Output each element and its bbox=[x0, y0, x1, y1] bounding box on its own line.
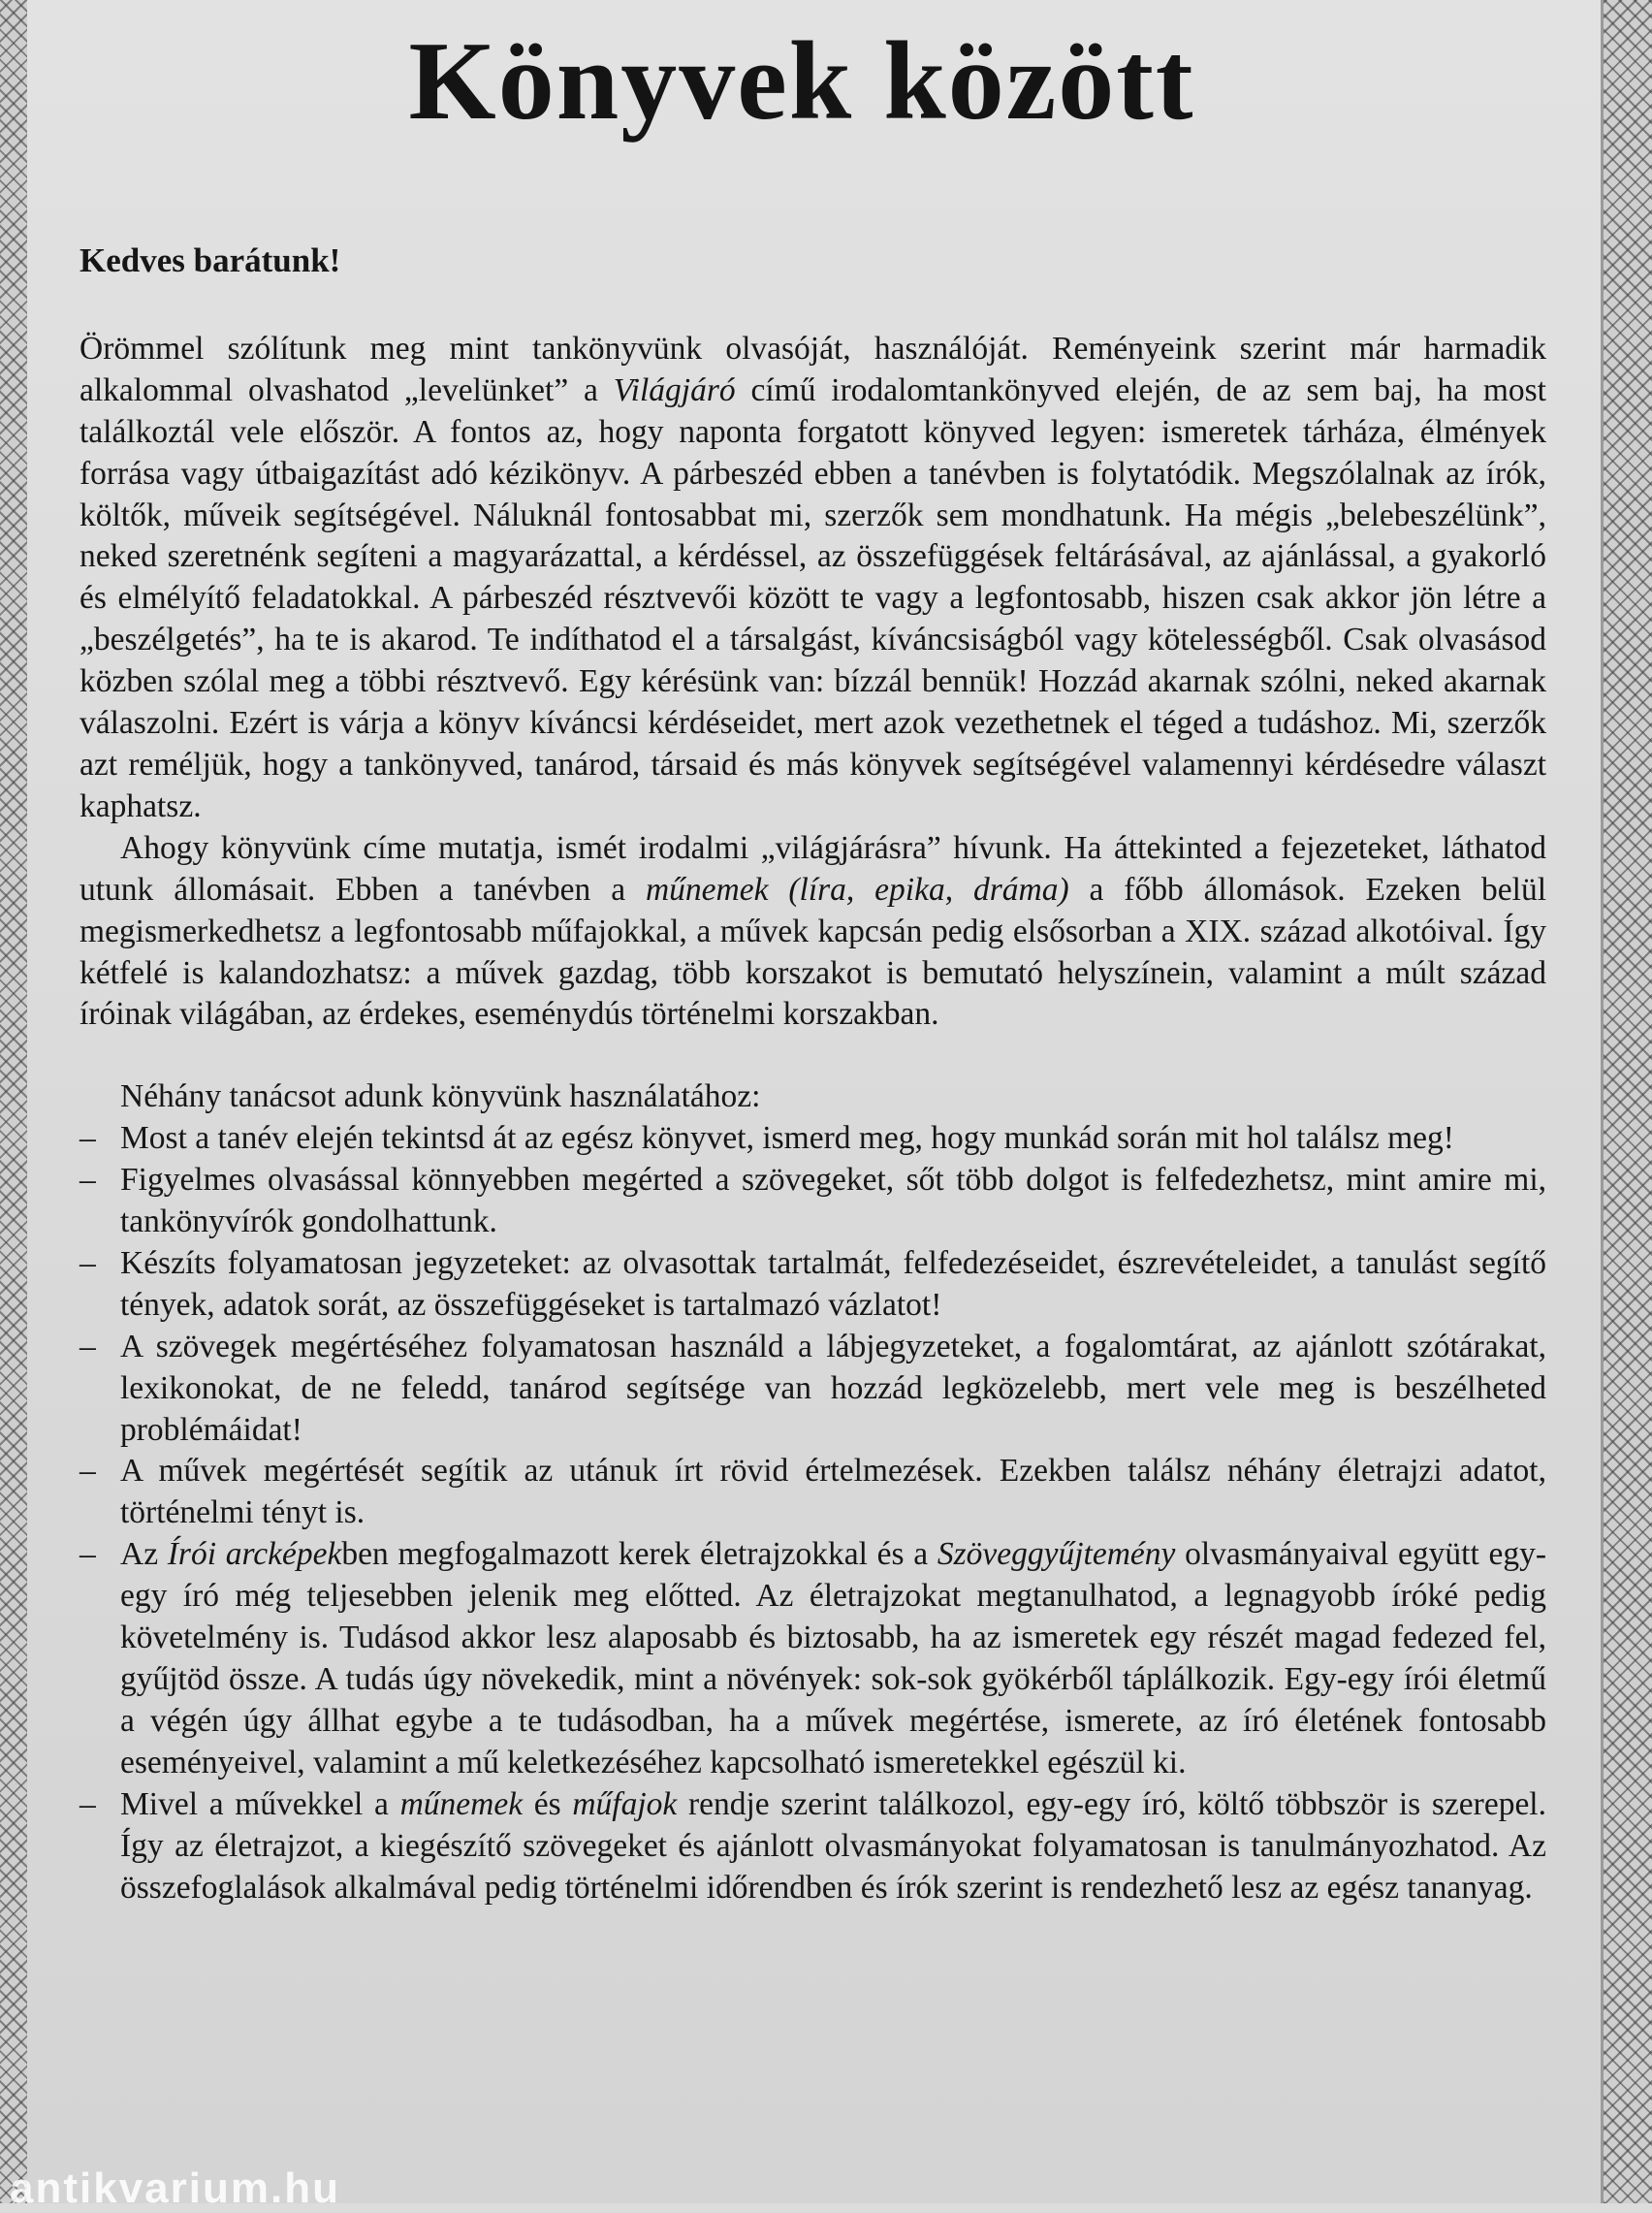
list-dash: – bbox=[79, 1120, 96, 1157]
list-item-text: Figyelmes olvasással könnyebben megérted a szövegeket, sőt több dolgot is felfedezhetsz, mint amire mi, tankönyvírók gondolhattunk. bbox=[120, 1162, 1546, 1240]
page-title: Könyvek között bbox=[408, 19, 1195, 144]
italic-run: műnemek bbox=[399, 1785, 524, 1822]
list-item-text: Készíts folyamatosan jegyzeteket: az olvasottak tartalmát, felfedezéseidet, észrevételeidet, a tanulást segítő tények, adatok sorát, az összefüggéseket is tartalmazó vázlatot! bbox=[120, 1244, 1546, 1323]
list-dash: – bbox=[79, 1785, 96, 1822]
greeting-heading: Kedves barátunk! bbox=[79, 241, 341, 279]
list-item bbox=[79, 1118, 1546, 1160]
intro-paragraph-2: Ahogy könyvünk címe mutatja, ismét irodalmi „világjárásra” hívunk. Ha áttekinted a fejezeteket, láthatod utunk állomásait. Ebben a tanévben a műnemek (líra, epika, dráma) a főbb állomások. Ezeken belül megismerkedhetsz a legfontosabb műfajokkal, a művek kapcsán pedig elsősorban a XIX. század alkotóival. Így kétfelé is kalandozhatsz: a művek gazdag, több korszakot is bemutató helyszínein, valamint a múlt század íróinak világában, az érdekes, eseménydús történelmi korszakban. bbox=[79, 829, 1547, 1033]
italic-run: Írói arcképek bbox=[167, 1536, 342, 1573]
list-item bbox=[79, 1784, 1546, 1909]
list-item-text: Az Írói arcképekben megfogalmazott kerek életrajzokkal és a Szöveggyűjtemény olvasmányaival együtt egy-egy író még teljesebben jelenik meg előtted. Az életrajzokat megtanulhatod, a legnagyobb íróké pedig követelmény is. Tudásod akkor lesz alaposabb és biztosabb, ha az ismeretek egy részét magad fedezed fel, gyűjtöd össze. A tudás úgy növekedik, mint a növények: sok-sok gyökérből táplálkozik. Egy-egy írói életmű a végén úgy állhat egybe a te tudásodban, ha a művek megértése, ismerete, az író életének fontosabb eseményeivel, valamint a mű keletkezéséhez kapcsolható ismeretekkel egészül ki. bbox=[120, 1536, 1547, 1780]
italic-run: Világjáró bbox=[613, 371, 736, 408]
list-dash: – bbox=[79, 1453, 96, 1490]
list-item bbox=[79, 1160, 1546, 1243]
right-ornamental-border bbox=[1601, 0, 1652, 2203]
list-item bbox=[79, 1534, 1546, 1783]
list-dash: – bbox=[79, 1162, 96, 1199]
page-body bbox=[79, 241, 1546, 1908]
tips-list bbox=[79, 1118, 1546, 1908]
list-item bbox=[79, 1243, 1546, 1327]
tips-intro: Néhány tanácsot adunk könyvünk használatához: bbox=[120, 1078, 761, 1115]
list-item-text: A szövegek megértéséhez folyamatosan használd a lábjegyzeteket, a fogalomtárat, az ajánlott szótárakat, lexikonokat, de ne feledd, tanárod segítsége van hozzád legközelebb, mert vele meg is beszélheted problémáidat! bbox=[120, 1328, 1546, 1448]
italic-run: Szöveggyűjtemény bbox=[937, 1536, 1176, 1573]
italic-run: műnemek (líra, epika, dráma) bbox=[645, 871, 1069, 908]
list-dash: – bbox=[79, 1328, 96, 1364]
list-dash: – bbox=[79, 1244, 96, 1281]
list-dash: – bbox=[79, 1536, 96, 1573]
italic-run: műfajok bbox=[572, 1785, 678, 1822]
watermark: antikvarium.hu bbox=[10, 2165, 340, 2212]
intro-paragraph-1: Örömmel szólítunk meg mint tankönyvünk olvasóját, használóját. Reményeink szerint már harmadik alkalommal olvashatod „levelünket” a Világjáró című irodalomtankönyved elején, de az sem baj, ha most találkoztál vele először. A fontos az, hogy naponta forgatott könyved legyen: ismeretek tárháza, élmények forrása vagy útbaigazítást adó kézikönyv. A párbeszéd ebben a tanévben is folytatódik. Megszólalnak az írók, költők, műveik segítségével. Náluknál fontosabbat mi, szerzők sem mondhatunk. Ha mégis „belebeszélünk”, neked szeretnénk segíteni a magyarázattal, a kérdéssel, az összefüggések feltárásával, az ajánlással, a gyakorló és elmélyítő feladatokkal. A párbeszéd résztvevői között te vagy a legfontosabb, hiszen csak akkor jön létre a „beszélgetés”, ha te is akarod. Te indíthatod el a társalgást, kíváncsiságból vagy kötelességből. Csak olvasásod közben szólal meg a többi résztvevő. Egy kérésünk van: bízzál bennük! Hozzád akarnak szólni, neked akarnak válaszolni. Ezért is várja a könyv kíváncsi kérdéseidet, mert azok vezethetnek el téged a tudáshoz. Mi, szerzők azt reméljük, hogy a tankönyved, tanárod, társaid és más könyvek segítségével valamennyi kérdésedre választ kaphatsz. bbox=[79, 330, 1546, 824]
list-item bbox=[79, 1451, 1546, 1534]
list-item bbox=[79, 1327, 1546, 1452]
list-item-text: Most a tanév elején tekintsd át az egész könyvet, ismerd meg, hogy munkád során mit hol találsz meg! bbox=[120, 1120, 1454, 1157]
list-item-text: A művek megértését segítik az utánuk írt rövid értelmezések. Ezekben találsz néhány életrajzi adatot, történelmi tényt is. bbox=[120, 1453, 1546, 1531]
left-ornamental-border bbox=[0, 0, 27, 2203]
list-item-text: Mivel a művekkel a műnemek és műfajok rendje szerint találkozol, egy-egy író, költő többször is szerepel. Így az életrajzot, a kiegészítő szövegeket és ajánlott olvasmányokat folyamatosan is tanulmányozhatod. Az összefoglalások alkalmával pedig történelmi időrendben és írók szerint is rendezhető lesz az egész tananyag. bbox=[120, 1785, 1546, 1906]
